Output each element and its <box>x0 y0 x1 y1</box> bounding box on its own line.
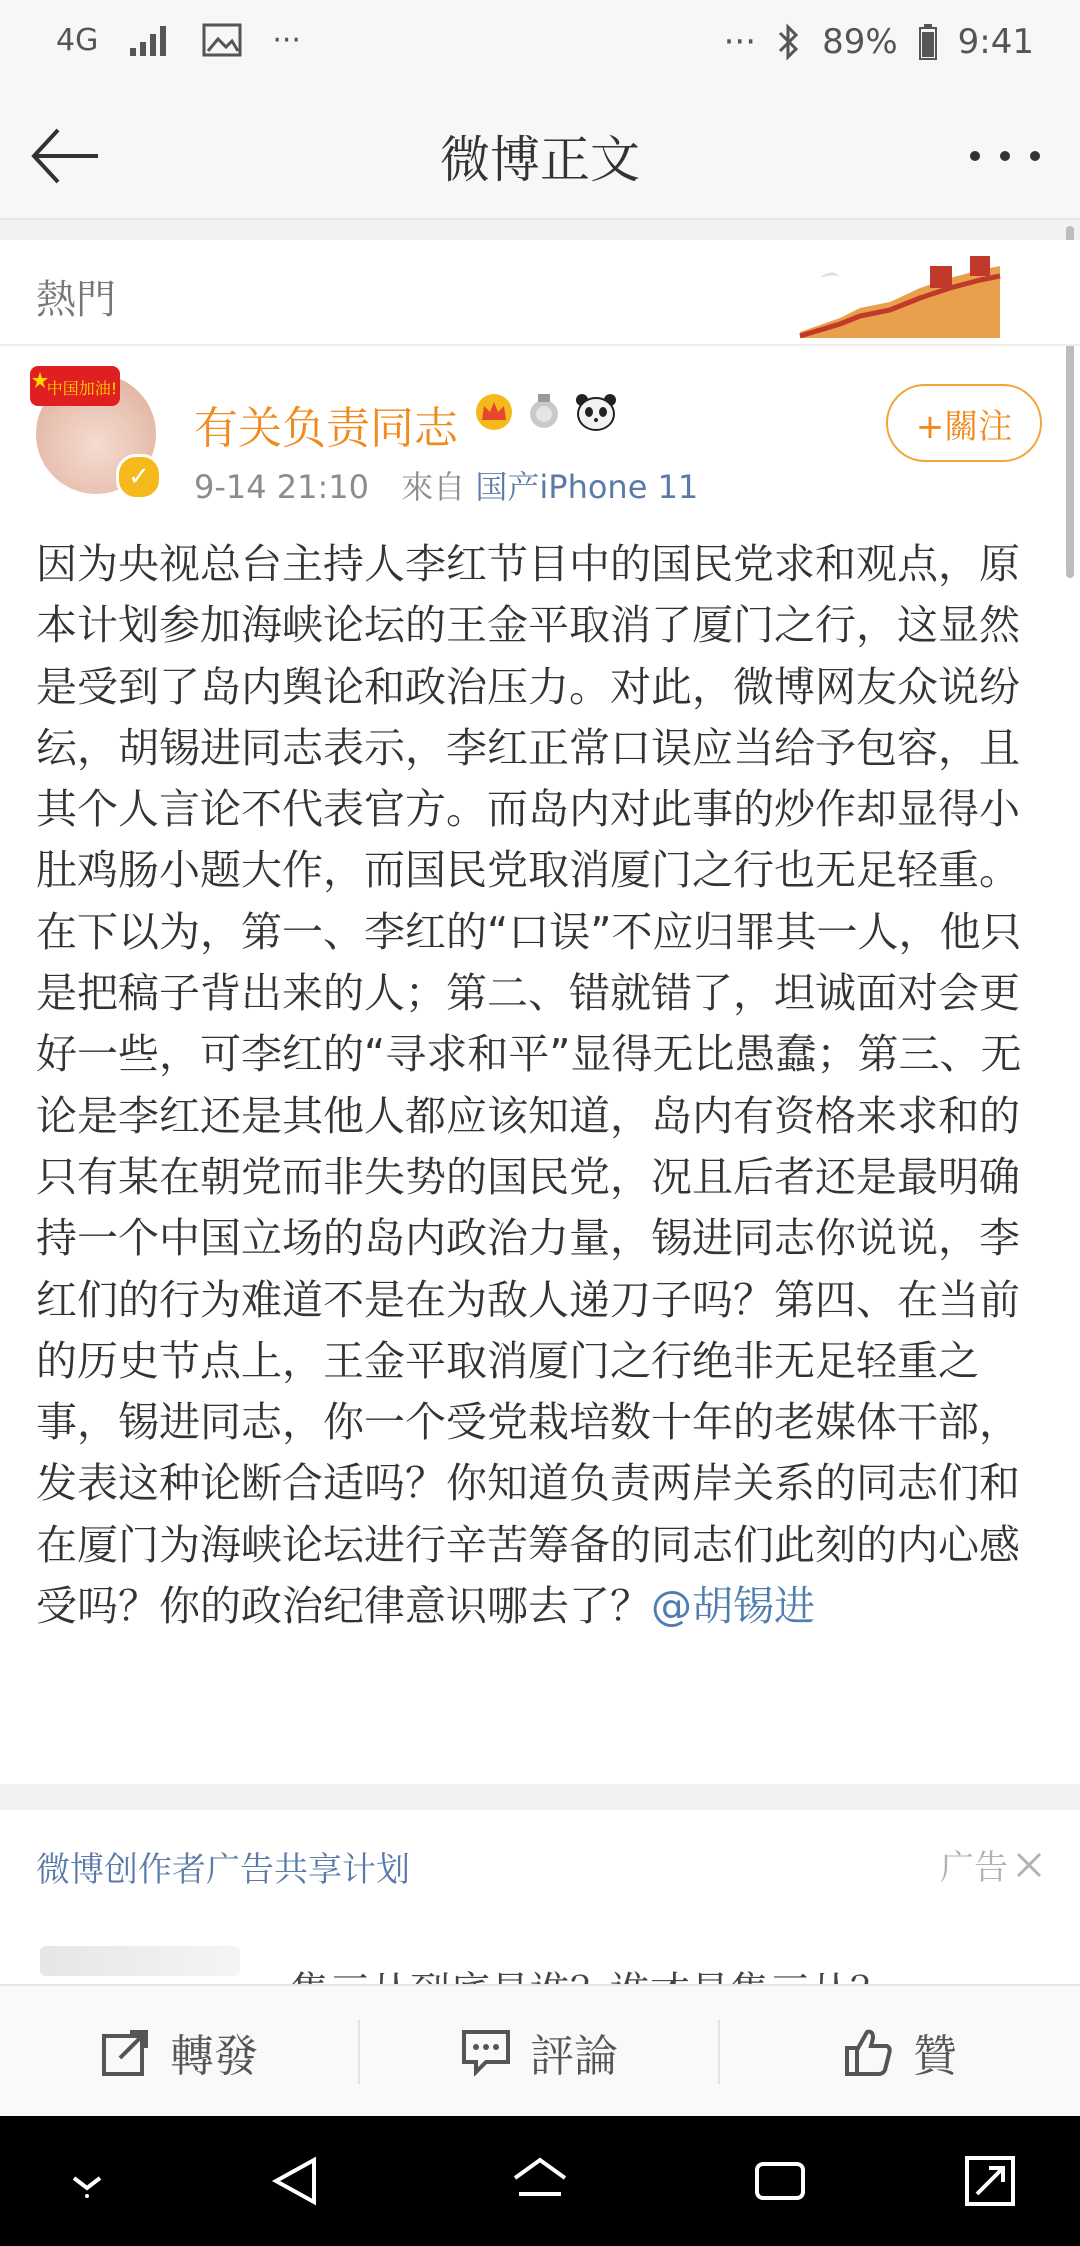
great-wall-banner <box>800 248 1000 338</box>
crown-vip-icon[interactable] <box>474 392 514 436</box>
repost-icon <box>100 2026 152 2078</box>
thumbs-up-icon <box>843 2026 895 2078</box>
avatar-badge-text: 中国加油! <box>46 379 118 398</box>
from-label: 來自 <box>401 468 466 506</box>
system-nav-bar <box>0 2116 1080 2246</box>
clock: 9:41 <box>957 22 1034 62</box>
post-source[interactable]: 国产iPhone 11 <box>475 468 699 506</box>
avatar[interactable] <box>36 374 156 494</box>
recents-icon[interactable] <box>745 2146 815 2216</box>
post-text: 因为央视总台主持人李红节目中的国民党求和观点，原本计划参加海峡论坛的王金平取消了厦门之行，这显然是受到了岛内舆论和政治压力。对此，微博网友众说纷纭，胡锡进同志表示，李红正常口误应当给予包容，且其个人言论不代表官方。而岛内对此事的炒作却显得小肚鸡肠小题大作，而国民党取消厦门之行也无足轻重。在下以为，第一、李红的“口误”不应归罪其一人，他只是把稿子背出来的人；第二、错就错了，坦诚面对会更好一些，可李红的“寻求和平”显得无比愚蠢；第三、无论是李红还是其他人都应该知道，岛内有资格来求和的只有某在朝党而非失势的国民党，况且后者还是最明确持一个中国立场的岛内政治力量，锡进同志你说说，李红们的行为难道不是在为敌人递刀子吗？第四、在当前的历史节点上，王金平取消厦门之行绝非无足轻重之事，锡进同志，你一个受党栽培数十年的老媒体干部，发表这种论断合适吗？你知道负责两岸关系的同志们和在厦门为海峡论坛进行辛苦筹备的同志们此刻的内心感受吗？你的政治纪律意识哪去了？ <box>36 540 1022 1631</box>
gallery-icon <box>202 23 242 57</box>
ad-tag-label: 广告 <box>940 1848 1008 1888</box>
post-time: 9-14 21:10 <box>194 468 370 506</box>
status-dots-right: ··· <box>723 22 757 62</box>
close-icon[interactable] <box>1014 1850 1044 1880</box>
like-button[interactable] <box>720 1986 1080 2118</box>
status-dots-left: ··· <box>272 22 301 58</box>
china-flag-badge-icon <box>30 366 120 412</box>
ad-title[interactable]: 微博创作者广告共享计划 <box>36 1850 410 1890</box>
back-nav-icon[interactable] <box>262 2146 332 2216</box>
network-label: 4G <box>56 22 99 58</box>
panda-icon[interactable] <box>574 392 618 436</box>
like-label: 贊 <box>913 2031 957 2082</box>
comment-icon <box>460 2026 512 2078</box>
home-icon[interactable] <box>505 2146 575 2216</box>
author-badges <box>474 392 618 436</box>
medal-icon[interactable] <box>526 392 562 436</box>
author-name[interactable]: 有关负责同志 <box>194 403 458 454</box>
ad-row <box>0 1810 1080 1910</box>
section-gap <box>0 220 1080 240</box>
more-options-button[interactable] <box>960 116 1050 196</box>
comment-label: 評論 <box>530 2031 618 2082</box>
section-gap-2 <box>0 1784 1080 1810</box>
status-bar <box>0 0 1080 90</box>
comment-button[interactable] <box>360 1986 718 2118</box>
follow-button[interactable]: +關注 <box>886 384 1042 462</box>
battery-percent: 89% <box>822 22 898 62</box>
hot-label: 熱門 <box>36 277 116 323</box>
bluetooth-icon <box>776 23 802 61</box>
repost-button[interactable] <box>0 1986 358 2118</box>
expand-icon[interactable] <box>955 2146 1025 2216</box>
repost-label: 轉發 <box>170 2031 258 2082</box>
nav-bar <box>0 90 1080 220</box>
page-title: 微博正文 <box>440 131 640 189</box>
status-left <box>56 22 301 58</box>
mention-link[interactable]: @胡锡进 <box>651 1582 815 1631</box>
more-dots-icon <box>960 116 1050 196</box>
signal-icon <box>128 22 172 58</box>
battery-icon <box>918 23 938 61</box>
post-meta <box>194 462 698 508</box>
ad-tag[interactable] <box>940 1840 1044 1889</box>
hide-keyboard-icon[interactable] <box>52 2146 122 2216</box>
verified-badge-icon: ✓ <box>116 454 162 500</box>
action-bar <box>0 1984 1080 2118</box>
post-body <box>36 534 1046 1637</box>
hot-header <box>0 240 1080 346</box>
status-right <box>724 22 1034 62</box>
ad-blurred-thumbnail <box>40 1946 240 1976</box>
ad-preview[interactable] <box>0 1910 1080 1990</box>
